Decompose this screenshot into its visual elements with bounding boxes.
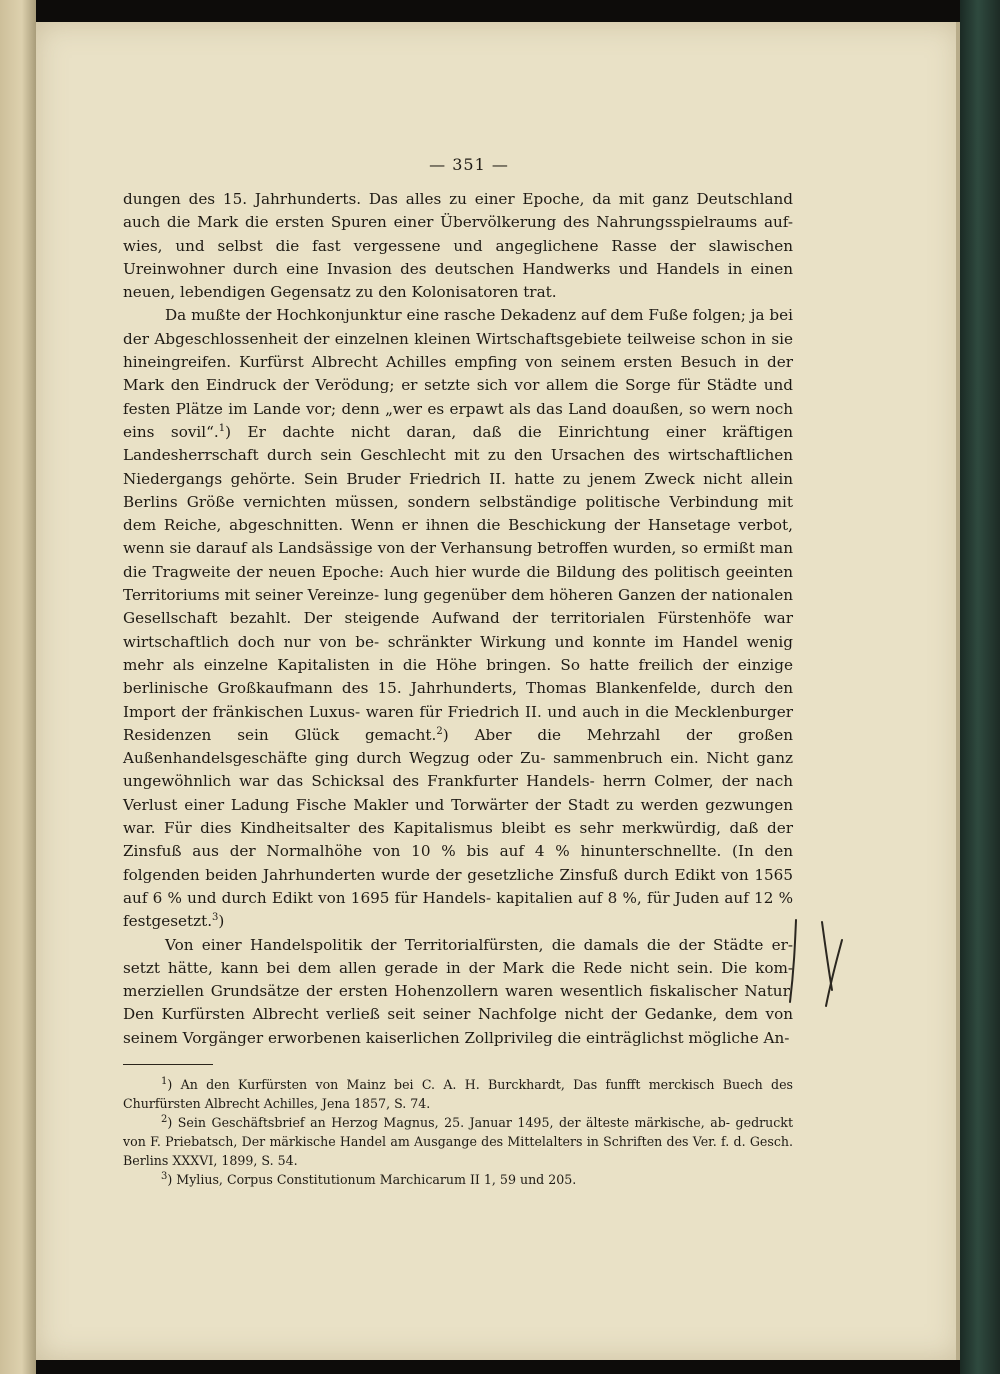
footnote-1: $^1$) An den Kurfürsten von Mainz bei C. A. H. Burckhardt, Das funfft merckisch Buech des Churfürsten Albrecht Achilles, Jena 1857, S. 74. <box>123 1075 793 1111</box>
footnote-text-3: Mylius, Corpus Constitutionum Marchicarum II 1, 59 und 205. <box>176 1171 577 1187</box>
paragraph-2: Da mußte der Hochkonjunktur eine rasche Dekadenz auf dem Fuße folgen; ja bei der Abgeschlossenheit der einzelnen kleinen Wirtschaftsgebiete teilweise schon in sie hineingreifen. Kurfürst Albrecht Achilles empfing von seinem ersten Besuch in der Mark den Eindruck der Verödung; er setzte sich vor allem die Sorge für Städte und festen Plätze im Lande vor; denn „wer es erpawt als das Land doaußen, so wern noch eins sovil“.$^1$) Er dachte nicht daran, daß die Einrichtung einer kräftigen Landesherrschaft durch sein Geschlecht mit zu den Ursachen des wirtschaftlichen Niedergangs gehörte. Sein Bruder Friedrich II. hatte zu jenem Zweck nicht allein Berlins Größe vernichten müssen, sondern selbständige politische Verbindung mit dem Reiche, abgeschnitten. Wenn er ihnen die Beschickung der Hansetage verbot, wenn sie darauf als Landsässige von der Verhansung betroffen wurden, so ermißt man die Tragweite der neuen Epoche: Auch hier wurde die Bildung des politisch geeinten Territoriums mit seiner Vereinze- lung gegenüber dem höheren Ganzen der nationalen Gesellschaft bezahlt. Der steigende Aufwand der territorialen Fürstenhöfe war wirtschaftlich doch nur von be- schränkter Wirkung und konnte im Handel wenig mehr als einzelne Kapitalisten in die Höhe bringen. So hatte freilich der einzige berlinische Großkaufmann des 15. Jahrhunderts, Thomas Blankenfelde, durch den Import der fränkischen Luxus- waren für Friedrich II. und auch in die Mecklenburger Residenzen sein Glück gemacht.$^2$) Aber die Mehrzahl der großen Außenhandelsgeschäfte ging durch Wegzug oder Zu- sammenbruch ein. Nicht ganz ungewöhnlich war das Schicksal des Frankfurter Handels- herrn Colmer, der nach Verlust einer Ladung Fische Makler und Torwärter der Stadt zu werden gezwungen war. Für dies Kindheitsalter des Kapitalismus bleibt es sehr merkwürdig, daß der Zinsfuß aus der Normalhöhe von 10 % bis auf 4 % hinunterschnellte. (In den folgenden beiden Jahrhunderten wurde der gesetzliche Zinsfuß durch Edikt von 1565 auf 6 % und durch Edikt von 1695 für Handels- kapitalien auf 8 %, für Juden auf 12 % festgesetzt.$^3$) <box>123 306 794 931</box>
footnote-ref-1: 1 <box>218 422 226 434</box>
page-number: — 351 — <box>429 155 509 174</box>
paragraph-2-part-a: Da mußte der Hochkonjunktur eine rasche Dekadenz auf dem Fuße folgen; ja bei der Abgeschlossenheit der einzelnen kleinen Wirtschaftsgebiete teilweise schon in sie hineingreifen. Kurfürst Albrecht Achilles empfing von seinem ersten Besuch in der Mark den Eindruck der Verödung; er setzte sich vor allem die Sorge für Städte und festen Plätze im Lande vor; denn „wer es erpawt als das Land doaußen, so wern noch eins sovil“. <box>123 306 793 441</box>
paragraph-2-part-c: Aber die Mehrzahl der großen Außenhandelsgeschäfte ging durch Wegzug oder Zu- sammenbruch ein. Nicht ganz ungewöhnlich war das Schicksal des Frankfurter Handels- herrn Colmer, der nach Verlust einer Ladung Fische Makler und Torwärter der Stadt zu werden gezwungen war. Für dies Kindheitsalter des Kapitalismus bleibt es sehr merkwürdig, daß der Zinsfuß aus der Normalhöhe von 10 % bis auf 4 % hinunterschnellte. (In den folgenden beiden Jahrhunderten wurde der gesetzliche Zinsfuß durch Edikt von 1565 auf 6 % und durch Edikt von 1695 für Handels- kapitalien auf 8 %, für Juden auf 12 % festgesetzt. <box>123 725 794 931</box>
paragraph-2-part-b: Er dachte nicht daran, daß die Einrichtung einer kräftigen Landesherrschaft durch sein Geschlecht mit zu den Ursachen des wirtschaftlichen Niedergangs gehörte. Sein Bruder Friedrich II. hatte zu jenem Zweck nicht allein Berlins Größe vernichten müssen, sondern selbständige politische Verbindung mit dem Reiche, abgeschnitten. Wenn er ihnen die Beschickung der Hansetage verbot, wenn sie darauf als Landsässige von der Verhansung betroffen wurden, so ermißt man die Tragweite der neuen Epoche: Auch hier wurde die Bildung des politisch geeinten Territoriums mit seiner Vereinze- lung gegenüber dem höheren Ganzen der nationalen Gesellschaft bezahlt. Der steigende Aufwand der territorialen Fürstenhöfe war wirtschaftlich doch nur von be- schränkter Wirkung und konnte im Handel wenig mehr als einzelne Kapitalisten in die Höhe bringen. So hatte freilich der einzige berlinische Großkaufmann des 15. Jahrhunderts, Thomas Blankenfelde, durch den Import der fränkischen Luxus- waren für Friedrich II. und auch in die Mecklenburger Residenzen sein Glück gemacht. <box>123 422 793 744</box>
footnote-ref-3: 3 <box>212 912 219 924</box>
footnote-3: $^3$) Mylius, Corpus Constitutionum Marchicarum II 1, 59 und 205. <box>161 1170 577 1187</box>
previous-page-edge <box>0 0 36 1374</box>
book-cover-binding <box>960 0 1000 1374</box>
footnote-mark-3: 3 <box>161 1170 168 1182</box>
footnote-text-2: Sein Geschäftsbrief an Herzog Magnus, 25. Januar 1495, der älteste märkische, ab- gedruckt von F. Priebatsch, Der märkische Handel am Ausgange des Mittelalters in Schriften des Ver. f. d. Gesch. Berlins XXXVI, 1899, S. 54. <box>123 1114 794 1168</box>
paragraph-2-end: ) <box>218 912 225 931</box>
handwritten-margin-marks <box>782 914 852 1014</box>
footnote-ref-2: 2 <box>436 725 443 737</box>
footnote-mark-1: 1 <box>161 1075 168 1087</box>
footnote-text-1: An den Kurfürsten von Mainz bei C. A. H. Burckhardt, Das funfft merckisch Buech des Churfürsten Albrecht Achilles, Jena 1857, S. 74. <box>123 1076 793 1111</box>
footnote-2: $^2$) Sein Geschäftsbrief an Herzog Magnus, 25. Januar 1495, der älteste märkische, ab- gedruckt von F. Priebatsch, Der märkische Handel am Ausgange des Mittelalters in Schriften des Ver. f. d. Gesch. Berlins XXXVI, 1899, S. 54. <box>123 1113 794 1168</box>
paragraph-1: dungen des 15. Jahrhunderts. Das alles zu einer Epoche, da mit ganz Deutschland auch die Mark die ersten Spuren einer Übervölkerung des Nahrungsspielraums auf- wies, und selbst die fast vergessene und angeglichene Rasse der slawischen Ureinwohner durch eine Invasion des deutschen Handwerks und Handels in einen neuen, lebendigen Gegensatz zu den Kolonisatoren trat. <box>123 190 793 302</box>
page-text <box>123 155 793 1189</box>
paragraph-3: Von einer Handelspolitik der Territorialfürsten, die damals die der Städte er- setzt hätte, kann bei dem allen gerade in der Mark die Rede nicht sein. Die kom- merziellen Grundsätze der ersten Hohenzollern waren wesentlich fiskalischer Natur. Den Kurfürsten Albrecht verließ seit seiner Nachfolge nicht der Gedanke, dem von seinem Vorgänger erworbenen kaiserlichen Zollprivileg die einträglichst mögliche An- <box>123 935 793 1047</box>
footnote-separator <box>123 1064 213 1065</box>
footnote-mark-2: 2 <box>161 1113 168 1125</box>
